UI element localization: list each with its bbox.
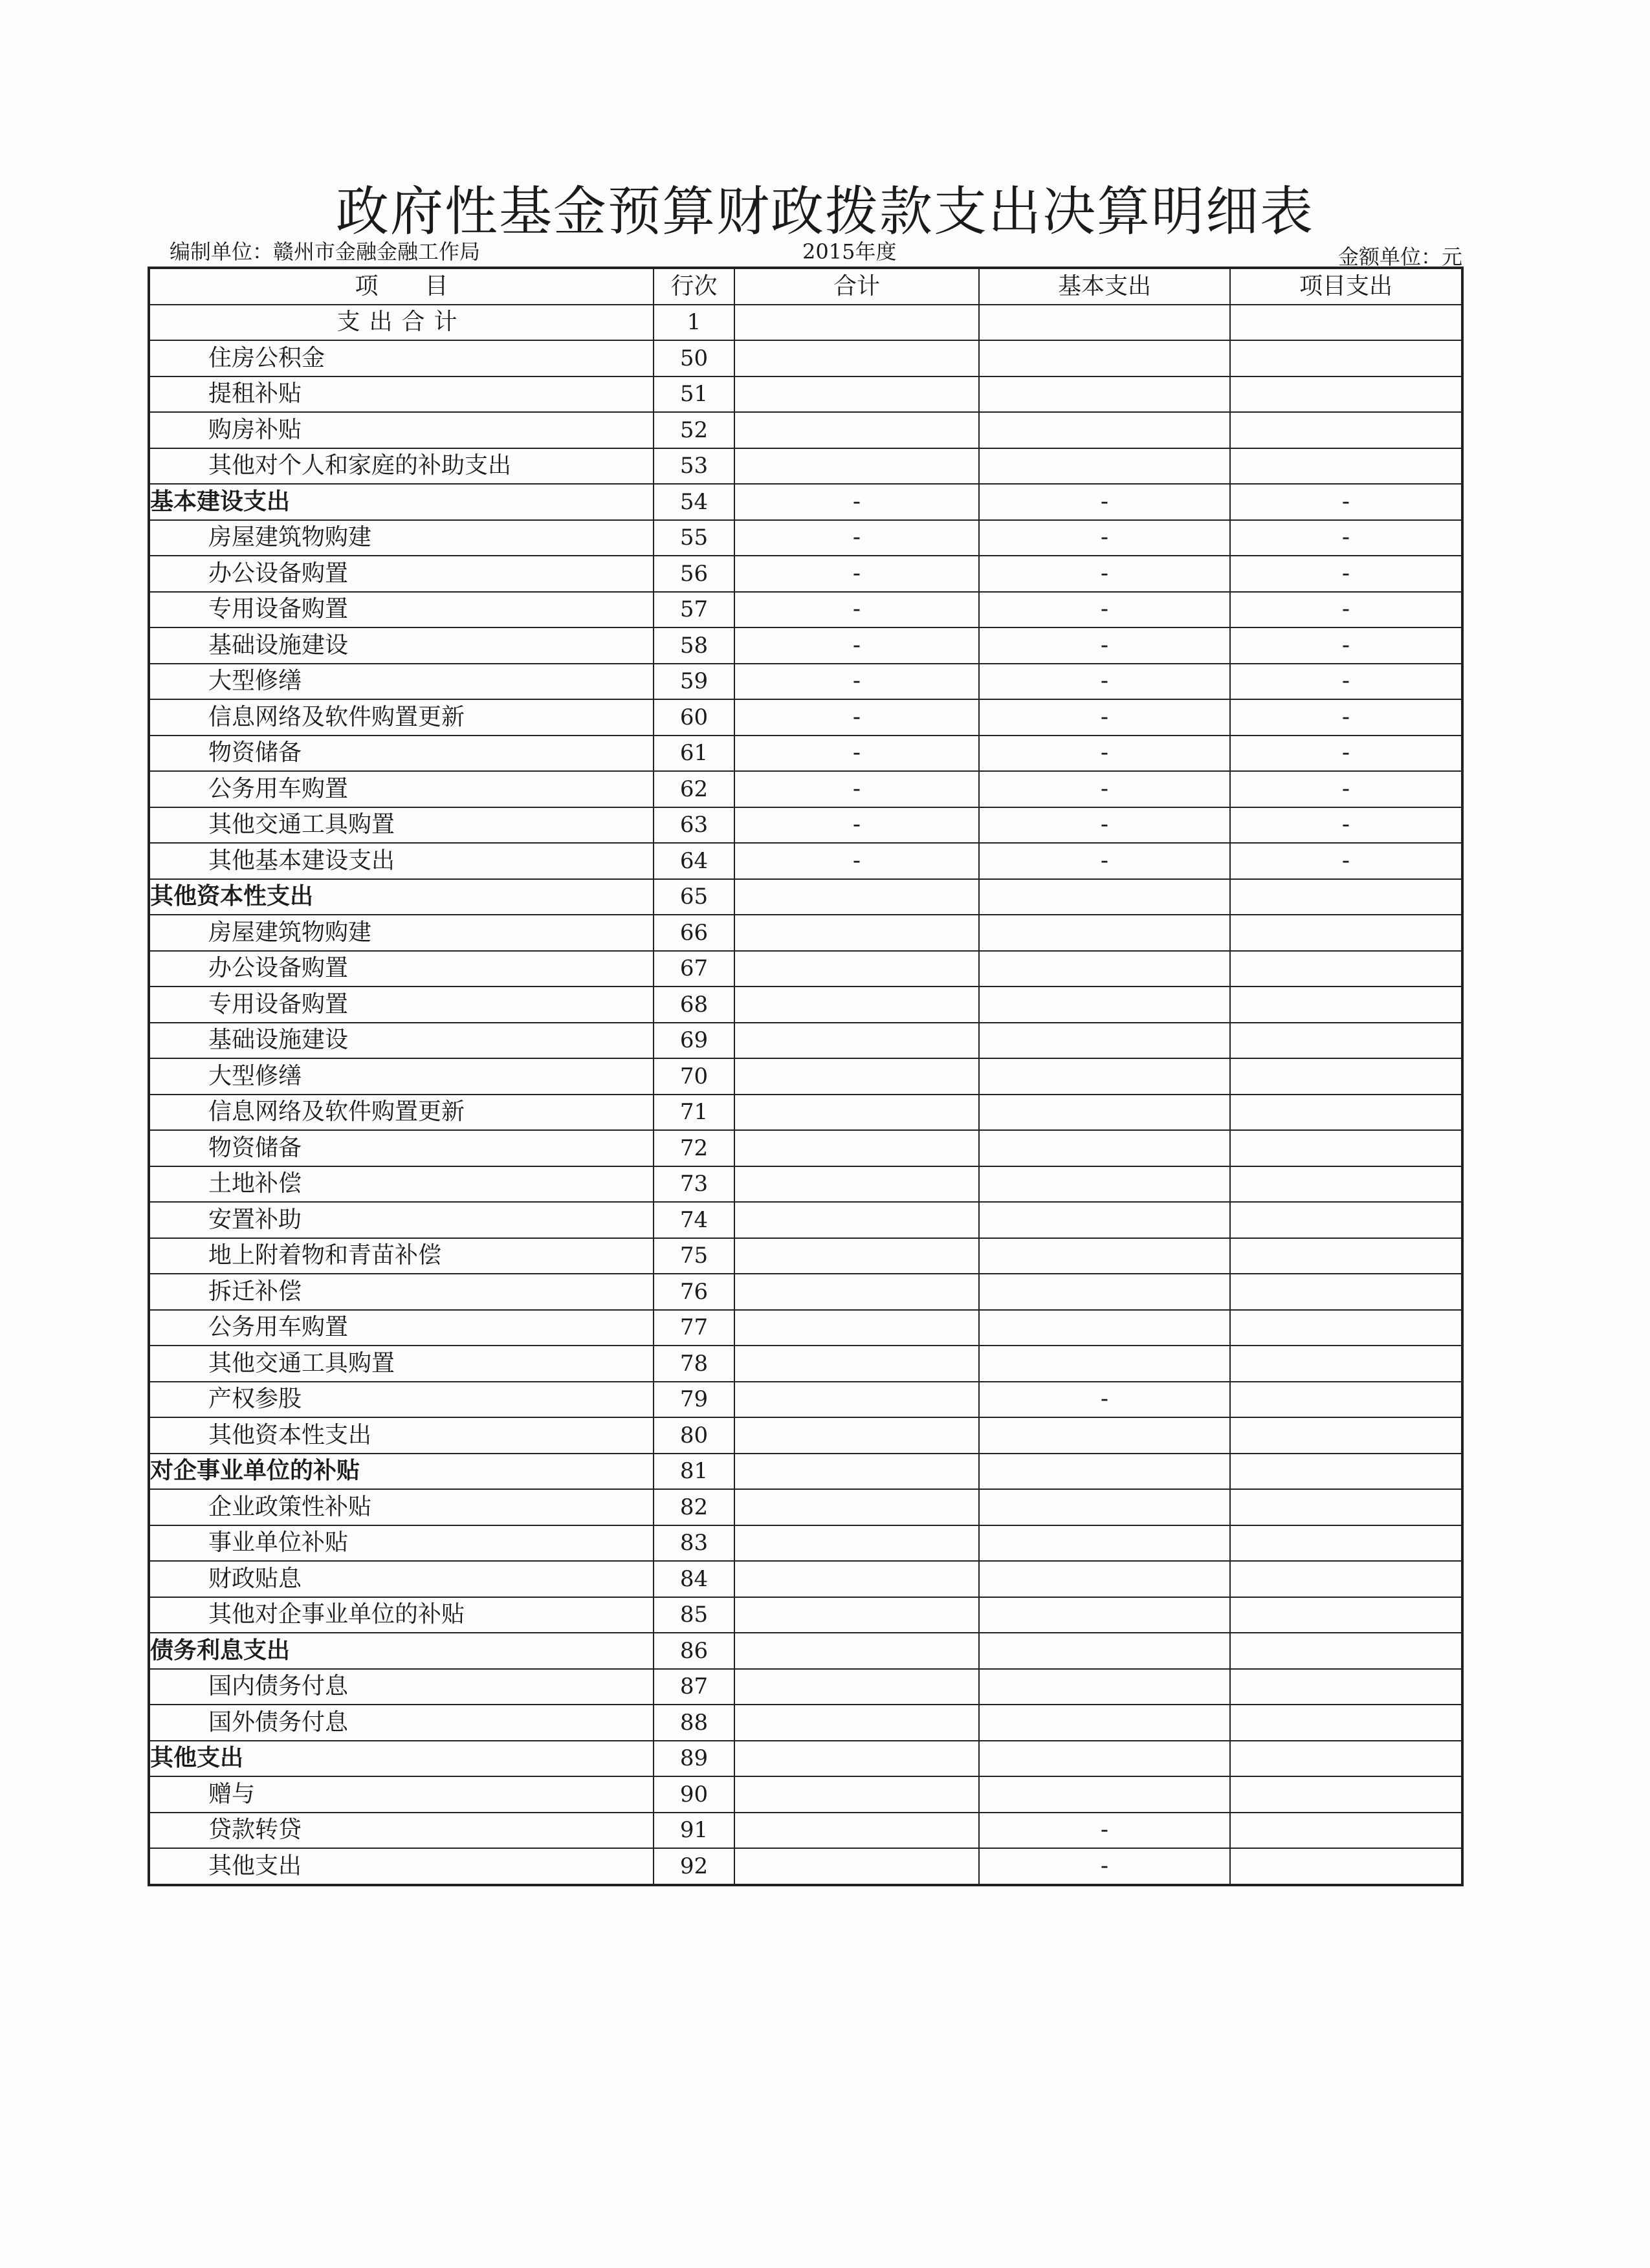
row-project [1230,1813,1462,1849]
row-total [734,1130,979,1166]
row-item: 产权参股 [149,1382,654,1418]
row-total [734,1776,979,1813]
table-row [149,951,1462,987]
row-project [1230,1382,1462,1418]
row-project [1230,1417,1462,1454]
row-basic [979,1274,1230,1310]
row-item: 物资储备 [149,1130,654,1166]
row-line: 51 [654,376,734,413]
row-item: 贷款转贷 [149,1813,654,1849]
row-item: 提租补贴 [149,376,654,413]
row-item: 其他对个人和家庭的补助支出 [149,448,654,485]
header-row [149,268,1462,305]
row-basic: - [979,627,1230,664]
row-total [734,1023,979,1059]
row-total: - [734,592,979,628]
row-item: 其他交通工具购置 [149,1346,654,1382]
row-basic [979,1095,1230,1131]
row-basic [979,1705,1230,1741]
table-row [149,1848,1462,1885]
row-line: 82 [654,1489,734,1525]
row-basic [979,987,1230,1023]
row-line: 66 [654,915,734,951]
row-item: 其他资本性支出 [149,1417,654,1454]
row-basic [979,1310,1230,1346]
row-item: 其他对企事业单位的补贴 [149,1597,654,1633]
row-project: - [1230,664,1462,700]
row-total [734,1848,979,1885]
row-basic [979,1238,1230,1274]
row-basic: - [979,807,1230,844]
currency-unit: 金额单位：元 [1337,245,1462,269]
row-line: 63 [654,807,734,844]
row-project [1230,1776,1462,1813]
table-row [149,915,1462,951]
row-basic: - [979,699,1230,736]
row-project [1230,987,1462,1023]
table-row [149,807,1462,844]
row-basic: - [979,592,1230,628]
row-project: - [1230,699,1462,736]
table-row [149,484,1462,520]
row-total [734,1095,979,1131]
fiscal-year: 2015年度 [802,239,897,264]
row-project [1230,1130,1462,1166]
row-basic [979,1166,1230,1203]
row-total: - [734,807,979,844]
row-total [734,340,979,376]
row-item: 基础设施建设 [149,627,654,664]
row-item: 基本建设支出 [149,484,654,520]
table-row [149,1741,1462,1777]
row-project [1230,448,1462,485]
row-item: 物资储备 [149,736,654,772]
row-project [1230,1058,1462,1095]
row-basic [979,1417,1230,1454]
row-total: - [734,699,979,736]
table-row [149,412,1462,448]
row-line: 87 [654,1669,734,1705]
row-basic [979,340,1230,376]
row-line: 61 [654,736,734,772]
row-project [1230,1525,1462,1562]
row-line: 89 [654,1741,734,1777]
row-project [1230,376,1462,413]
row-basic [979,1741,1230,1777]
table-row [149,1023,1462,1059]
row-basic [979,1130,1230,1166]
row-total [734,915,979,951]
row-basic [979,1669,1230,1705]
row-total: - [734,556,979,592]
preparing-unit: 编制单位：赣州市金融金融工作局 [170,239,481,264]
row-basic: - [979,736,1230,772]
row-item: 其他交通工具购置 [149,807,654,844]
table-row [149,843,1462,879]
table-row [149,1489,1462,1525]
row-item: 对企事业单位的补贴 [149,1454,654,1490]
row-line: 71 [654,1095,734,1131]
row-project [1230,1454,1462,1490]
row-total [734,1346,979,1382]
row-project [1230,1274,1462,1310]
row-line: 54 [654,484,734,520]
table-row [149,1202,1462,1238]
row-basic [979,1525,1230,1562]
row-basic: - [979,1382,1230,1418]
row-line: 50 [654,340,734,376]
row-item: 大型修缮 [149,1058,654,1095]
table-row [149,771,1462,807]
table-row [149,1561,1462,1597]
row-total [734,305,979,341]
row-total: - [734,484,979,520]
row-item: 其他支出 [149,1848,654,1885]
row-total [734,1633,979,1669]
row-basic: - [979,1813,1230,1849]
row-line: 55 [654,520,734,556]
row-total [734,1310,979,1346]
row-item: 赠与 [149,1776,654,1813]
row-item: 住房公积金 [149,340,654,376]
row-item: 企业政策性补贴 [149,1489,654,1525]
row-line: 58 [654,627,734,664]
row-item: 其他基本建设支出 [149,843,654,879]
row-basic [979,1346,1230,1382]
row-basic [979,448,1230,485]
row-project [1230,305,1462,341]
row-item: 大型修缮 [149,664,654,700]
row-project [1230,412,1462,448]
table-row [149,1705,1462,1741]
table-row [149,1346,1462,1382]
table-row [149,1238,1462,1274]
row-basic [979,1023,1230,1059]
table-row [149,699,1462,736]
header-total: 合计 [734,268,979,305]
row-total [734,1669,979,1705]
row-item: 办公设备购置 [149,951,654,987]
row-basic [979,915,1230,951]
table-row [149,1417,1462,1454]
row-line: 81 [654,1454,734,1490]
row-project [1230,1848,1462,1885]
row-line: 88 [654,1705,734,1741]
row-basic [979,1633,1230,1669]
row-basic: - [979,843,1230,879]
row-project: - [1230,592,1462,628]
row-line: 70 [654,1058,734,1095]
row-project [1230,879,1462,915]
row-line: 67 [654,951,734,987]
row-item: 其他资本性支出 [149,879,654,915]
row-basic [979,305,1230,341]
row-total: - [734,664,979,700]
row-project [1230,1633,1462,1669]
row-total [734,1058,979,1095]
row-line: 73 [654,1166,734,1203]
row-item: 房屋建筑物购建 [149,915,654,951]
row-total [734,376,979,413]
row-basic [979,1776,1230,1813]
row-item: 购房补贴 [149,412,654,448]
row-item: 土地补偿 [149,1166,654,1203]
table-row [149,627,1462,664]
row-basic [979,951,1230,987]
table-row [149,305,1462,341]
row-item: 地上附着物和青苗补偿 [149,1238,654,1274]
row-line: 74 [654,1202,734,1238]
expenditure-table [148,267,1464,1886]
table-row [149,1669,1462,1705]
row-item: 信息网络及软件购置更新 [149,699,654,736]
row-item: 安置补助 [149,1202,654,1238]
table-row [149,1454,1462,1490]
row-basic [979,1597,1230,1633]
table-row [149,592,1462,628]
row-total: - [734,520,979,556]
row-item: 国外债务付息 [149,1705,654,1741]
row-basic: - [979,1848,1230,1885]
row-item: 专用设备购置 [149,592,654,628]
row-project: - [1230,771,1462,807]
row-item: 公务用车购置 [149,1310,654,1346]
row-line: 84 [654,1561,734,1597]
row-item: 拆迁补偿 [149,1274,654,1310]
row-basic [979,412,1230,448]
row-line: 57 [654,592,734,628]
row-total [734,1525,979,1562]
row-basic: - [979,484,1230,520]
row-item: 事业单位补贴 [149,1525,654,1562]
row-project [1230,951,1462,987]
row-project: - [1230,520,1462,556]
row-line: 1 [654,305,734,341]
row-item: 专用设备购置 [149,987,654,1023]
row-line: 86 [654,1633,734,1669]
table-row [149,1813,1462,1849]
row-total [734,1813,979,1849]
table-row [149,1382,1462,1418]
row-total [734,1382,979,1418]
row-line: 60 [654,699,734,736]
row-basic: - [979,664,1230,700]
row-item: 其他支出 [149,1741,654,1777]
row-basic [979,879,1230,915]
row-total [734,1417,979,1454]
row-total: - [734,627,979,664]
table-row [149,520,1462,556]
row-line: 85 [654,1597,734,1633]
row-total [734,879,979,915]
row-total: - [734,771,979,807]
row-basic: - [979,771,1230,807]
row-project [1230,1561,1462,1597]
row-project [1230,1705,1462,1741]
row-item: 信息网络及软件购置更新 [149,1095,654,1131]
row-basic [979,1454,1230,1490]
row-line: 77 [654,1310,734,1346]
row-total [734,1489,979,1525]
row-item: 支出合计 [149,305,654,341]
row-basic: - [979,520,1230,556]
row-total [734,412,979,448]
table-row [149,736,1462,772]
header-basic: 基本支出 [979,268,1230,305]
row-total [734,1597,979,1633]
row-project [1230,1238,1462,1274]
row-project: - [1230,484,1462,520]
row-line: 92 [654,1848,734,1885]
row-item: 基础设施建设 [149,1023,654,1059]
table-row [149,879,1462,915]
row-line: 69 [654,1023,734,1059]
row-total [734,448,979,485]
table-row [149,1310,1462,1346]
row-basic [979,1058,1230,1095]
row-project [1230,340,1462,376]
report-title: 政府性基金预算财政拨款支出决算明细表 [335,181,1314,243]
row-line: 76 [654,1274,734,1310]
table-row [149,1095,1462,1131]
row-basic [979,1489,1230,1525]
row-line: 91 [654,1813,734,1849]
row-project: - [1230,627,1462,664]
table-row [149,1166,1462,1203]
table-row [149,556,1462,592]
row-project [1230,1202,1462,1238]
row-project: - [1230,556,1462,592]
row-total [734,1166,979,1203]
row-total [734,1454,979,1490]
row-line: 75 [654,1238,734,1274]
row-line: 64 [654,843,734,879]
row-total [734,951,979,987]
row-project [1230,1346,1462,1382]
row-basic: - [979,556,1230,592]
row-total [734,1202,979,1238]
table-row [149,1633,1462,1669]
row-line: 79 [654,1382,734,1418]
row-line: 83 [654,1525,734,1562]
row-line: 53 [654,448,734,485]
table-row [149,340,1462,376]
row-project [1230,1489,1462,1525]
row-basic [979,1202,1230,1238]
row-total: - [734,843,979,879]
row-line: 72 [654,1130,734,1166]
row-total: - [734,736,979,772]
row-project [1230,1741,1462,1777]
row-project: - [1230,843,1462,879]
header-project: 项目支出 [1230,268,1462,305]
table-row [149,1776,1462,1813]
table-row [149,1525,1462,1562]
row-project [1230,1023,1462,1059]
row-line: 56 [654,556,734,592]
row-project: - [1230,807,1462,844]
row-project [1230,1597,1462,1633]
row-item: 公务用车购置 [149,771,654,807]
row-line: 62 [654,771,734,807]
row-project [1230,1166,1462,1203]
table-row [149,987,1462,1023]
row-total [734,1741,979,1777]
row-line: 78 [654,1346,734,1382]
table-row [149,664,1462,700]
row-item: 财政贴息 [149,1561,654,1597]
row-line: 52 [654,412,734,448]
row-item: 房屋建筑物购建 [149,520,654,556]
row-line: 65 [654,879,734,915]
row-total [734,987,979,1023]
row-project [1230,1310,1462,1346]
row-total [734,1238,979,1274]
table-row [149,1130,1462,1166]
header-line: 行次 [654,268,734,305]
table-row [149,1597,1462,1633]
row-project [1230,1669,1462,1705]
row-total [734,1274,979,1310]
row-item: 国内债务付息 [149,1669,654,1705]
table-row [149,376,1462,413]
table-row [149,1058,1462,1095]
table-row [149,448,1462,485]
row-line: 59 [654,664,734,700]
row-basic [979,1561,1230,1597]
row-item: 办公设备购置 [149,556,654,592]
row-total [734,1561,979,1597]
row-project [1230,1095,1462,1131]
header-item: 项 目 [149,268,654,305]
row-line: 90 [654,1776,734,1813]
row-basic [979,376,1230,413]
row-line: 68 [654,987,734,1023]
row-project: - [1230,736,1462,772]
row-total [734,1705,979,1741]
table-row [149,1274,1462,1310]
row-item: 债务利息支出 [149,1633,654,1669]
row-line: 80 [654,1417,734,1454]
row-project [1230,915,1462,951]
